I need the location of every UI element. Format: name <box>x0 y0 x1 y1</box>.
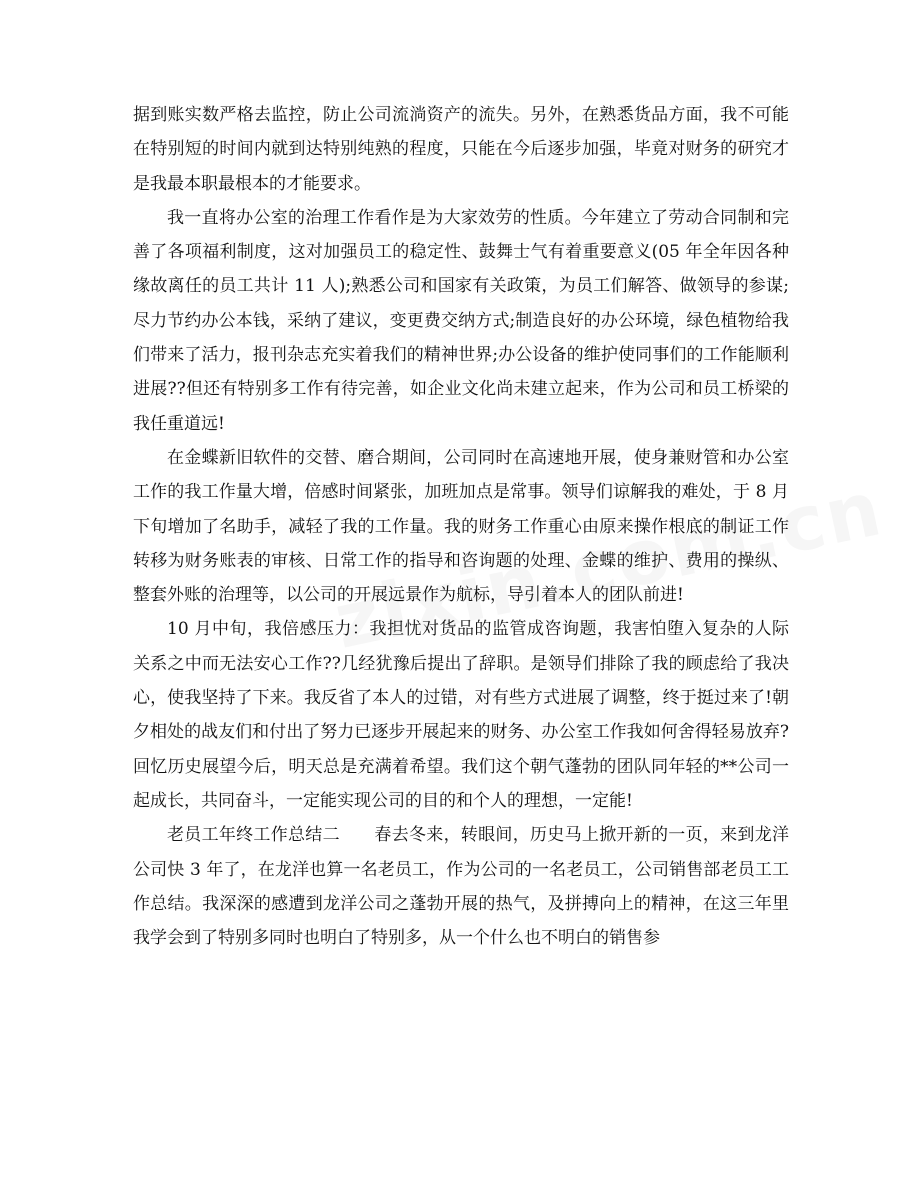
paragraph-4: 10 月中旬，我倍感压力：我担忧对货品的监管成咨询题，我害怕堕入复杂的人际关系之中而无法安心工作??几经犹豫后提出了辞职。是领导们排除了我的顾虑给了我决心，使我坚持了下来。我反省了本人的过错，对有些方式进展了调整，终于挺过来了!朝夕相处的战友们和付出了努力已逐步开展起来的财务、办公室工作我如何舍得轻易放弃?回忆历史展望今后，明天总是充满着希望。我们这个朝气蓬勃的团队同年轻的**公司一起成长，共同奋斗，一定能实现公司的目的和个人的理想，一定能! <box>133 619 789 811</box>
paragraph-1: 据到账实数严格去监控，防止公司流淌资产的流失。另外，在熟悉货品方面，我不可能在特别短的时间内就到达特别纯熟的程度，只能在今后逐步加强，毕竟对财务的研究才是我最本职最根本的才能要求。 <box>133 105 789 194</box>
document-body <box>133 98 789 955</box>
paragraph-2: 我一直将办公室的治理工作看作是为大家效劳的性质。今年建立了劳动合同制和完善了各项福利制度，这对加强员工的稳定性、鼓舞士气有着重要意义(05 年全年因各种缘故离任的员工共计 11 人);熟悉公司和国家有关政策，为员工们解答、做领导的参谋;尽力节约办公本钱，采纳了建议，变更费交纳方式;制造良好的办公环境，绿色植物给我们带来了活力，报刊杂志充实着我们的精神世界;办公设备的维护使同事们的工作能顺利进展??但还有特别多工作有待完善，如企业文化尚未建立起来，作为公司和员工桥梁的我任重道远! <box>133 207 789 434</box>
paragraph-5: 老员工年终工作总结二 春去冬来，转眼间，历史马上掀开新的一页，来到龙洋公司快 3 年了，在龙洋也算一名老员工，作为公司的一名老员工，公司销售部老员工工作总结。我深深的感遭到龙洋公司之蓬勃开展的热气，及拼搏向上的精神，在这三年里我学会到了特别多同时也明白了特别多，从一个什么也不明白的销售参 <box>133 825 789 949</box>
paragraph-3: 在金蝶新旧软件的交替、磨合期间，公司同时在高速地开展，使身兼财管和办公室工作的我工作量大增，倍感时间紧张，加班加点是常事。领导们谅解我的难处，于 8 月下旬增加了名助手，减轻了我的工作量。我的财务工作重心由原来操作根底的制证工作转移为财务账表的审核、日常工作的指导和咨询题的处理、金蝶的维护、费用的操纵、整套外账的治理等，以公司的开展远景作为航标，导引着本人的团队前进! <box>133 447 789 606</box>
